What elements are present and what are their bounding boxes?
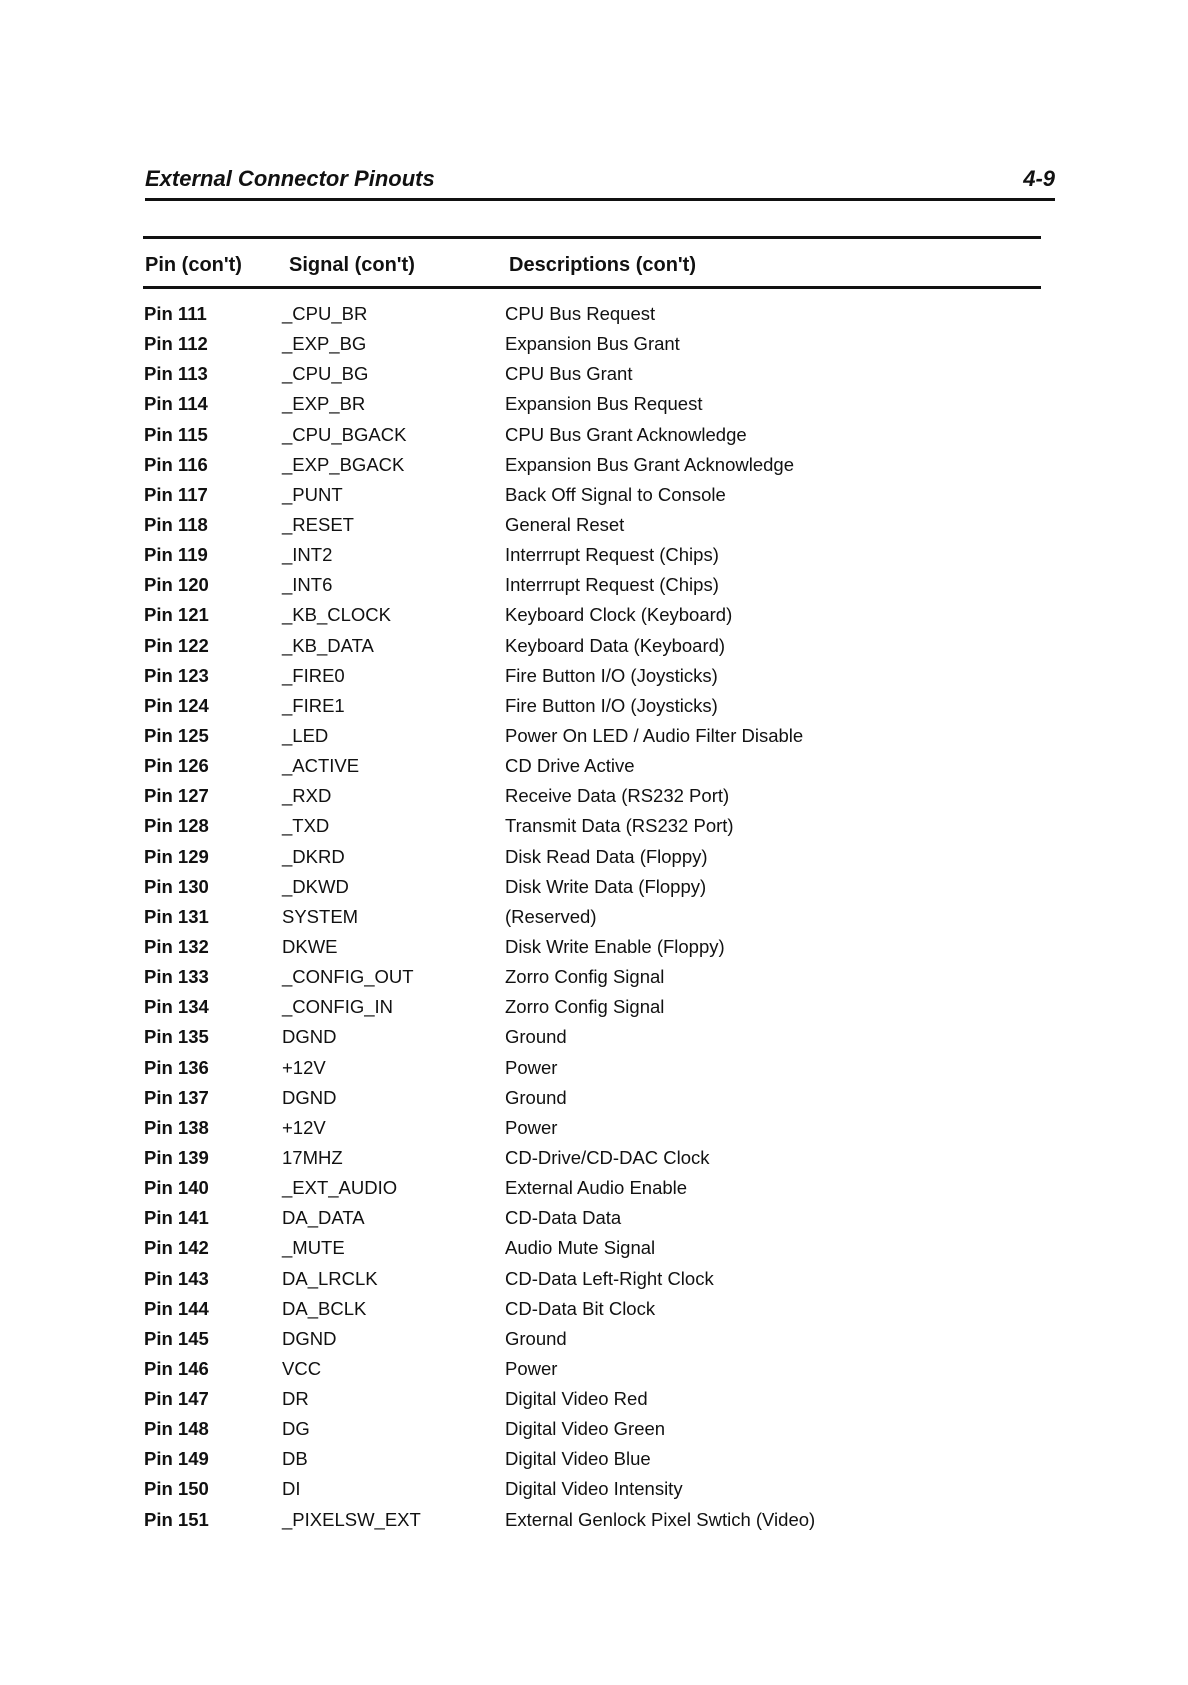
signal-cell: DA_DATA: [282, 1207, 365, 1229]
signal-cell: _DKWD: [282, 875, 349, 897]
description-cell: Power: [505, 1116, 558, 1138]
section-title: External Connector Pinouts: [145, 166, 435, 191]
table-row: [138, 1087, 1038, 1117]
description-cell: CPU Bus Grant Acknowledge: [505, 423, 747, 445]
table-row: [138, 544, 1038, 574]
table-row: [138, 846, 1038, 876]
description-cell: Audio Mute Signal: [505, 1237, 656, 1259]
table-row: [138, 1207, 1038, 1237]
pin-cell: Pin 128: [144, 815, 209, 837]
pin-cell: Pin 142: [144, 1237, 209, 1259]
table-row: [138, 635, 1038, 665]
pin-cell: Pin 117: [144, 483, 208, 505]
description-cell: Keyboard Clock (Keyboard): [505, 604, 733, 626]
pin-cell: Pin 145: [144, 1327, 209, 1349]
description-cell: Expansion Bus Grant Acknowledge: [505, 453, 794, 475]
pin-cell: Pin 131: [144, 905, 209, 927]
pin-cell: Pin 138: [144, 1116, 209, 1138]
pin-cell: Pin 141: [144, 1207, 209, 1229]
column-header-signal: Signal (con't): [289, 254, 415, 276]
pin-cell: Pin 111: [144, 303, 207, 324]
description-cell: External Audio Enable: [505, 1177, 688, 1199]
table-row: [138, 815, 1038, 845]
signal-cell: _INT6: [282, 574, 333, 596]
description-cell: Fire Button I/O (Joysticks): [505, 664, 718, 686]
table-row: [138, 665, 1038, 695]
description-cell: General Reset: [505, 513, 625, 535]
signal-cell: _CPU_BGACK: [282, 423, 407, 445]
signal-cell: DA_BCLK: [282, 1297, 367, 1319]
pin-cell: Pin 127: [144, 785, 209, 807]
pin-cell: Pin 148: [144, 1418, 209, 1440]
table-header: [143, 250, 1041, 289]
signal-cell: DGND: [282, 1026, 337, 1048]
signal-cell: _DKRD: [282, 845, 345, 867]
table-row: [138, 936, 1038, 966]
description-cell: Zorro Config Signal: [505, 996, 665, 1018]
pin-cell: Pin 129: [144, 845, 209, 867]
signal-cell: _EXT_AUDIO: [282, 1177, 398, 1199]
pin-cell: Pin 139: [144, 1146, 209, 1168]
signal-cell: _EXP_BGACK: [282, 453, 405, 475]
table-row: [138, 1117, 1038, 1147]
description-cell: Disk Write Enable (Floppy): [505, 935, 725, 957]
table-row: [138, 876, 1038, 906]
pin-cell: Pin 137: [144, 1086, 209, 1108]
pin-cell: Pin 146: [144, 1357, 209, 1379]
pin-cell: Pin 133: [144, 966, 209, 988]
pin-cell: Pin 134: [144, 996, 209, 1018]
table-row: [138, 1448, 1038, 1478]
signal-cell: _CPU_BR: [282, 303, 368, 324]
table-row: [138, 484, 1038, 514]
signal-cell: _KB_DATA: [282, 634, 374, 656]
table-row: [138, 424, 1038, 454]
description-cell: Ground: [505, 1086, 567, 1108]
signal-cell: _EXP_BG: [282, 333, 367, 355]
pin-cell: Pin 125: [144, 724, 209, 746]
description-cell: Expansion Bus Grant: [505, 333, 680, 355]
description-cell: Ground: [505, 1026, 567, 1048]
column-header-description: Descriptions (con't): [509, 254, 696, 276]
description-cell: (Reserved): [505, 905, 597, 927]
table-row: [138, 785, 1038, 815]
description-cell: Power: [505, 1357, 558, 1379]
description-cell: Disk Write Data (Floppy): [505, 875, 707, 897]
signal-cell: _CONFIG_IN: [282, 996, 394, 1018]
signal-cell: _TXD: [282, 815, 330, 837]
description-cell: Power On LED / Audio Filter Disable: [505, 724, 804, 746]
table-row: [138, 1026, 1038, 1056]
signal-cell: _RESET: [282, 513, 354, 535]
page-header: [145, 166, 1055, 201]
pin-cell: Pin 119: [144, 544, 208, 566]
signal-cell: _MUTE: [282, 1237, 345, 1259]
table-row: [138, 303, 1038, 333]
signal-cell: 17MHZ: [282, 1146, 343, 1168]
signal-cell: _LED: [282, 724, 329, 746]
signal-cell: +12V: [282, 1116, 326, 1138]
signal-cell: _FIRE1: [282, 694, 345, 716]
pin-cell: Pin 151: [144, 1508, 209, 1530]
description-cell: Fire Button I/O (Joysticks): [505, 694, 718, 716]
pin-cell: Pin 116: [144, 453, 208, 475]
table-row: [138, 906, 1038, 936]
pin-cell: Pin 144: [144, 1297, 209, 1319]
pin-cell: Pin 143: [144, 1267, 209, 1289]
pin-cell: Pin 114: [144, 393, 208, 415]
signal-cell: DR: [282, 1388, 309, 1410]
pin-cell: Pin 132: [144, 935, 209, 957]
signal-cell: DB: [282, 1448, 308, 1470]
pin-cell: Pin 135: [144, 1026, 209, 1048]
pin-cell: Pin 150: [144, 1478, 209, 1500]
description-cell: CD-Drive/CD-DAC Clock: [505, 1146, 710, 1168]
description-cell: CPU Bus Grant: [505, 363, 633, 385]
signal-cell: VCC: [282, 1357, 322, 1379]
table-row: [138, 755, 1038, 785]
signal-cell: _CPU_BG: [282, 363, 369, 385]
description-cell: Expansion Bus Request: [505, 393, 703, 415]
signal-cell: +12V: [282, 1056, 326, 1078]
pin-cell: Pin 147: [144, 1388, 209, 1410]
description-cell: Transmit Data (RS232 Port): [505, 815, 734, 837]
table-row: [138, 1509, 1038, 1539]
table-row: [138, 454, 1038, 484]
table-row: [138, 725, 1038, 755]
description-cell: CD-Data Left-Right Clock: [505, 1267, 714, 1289]
signal-cell: _EXP_BR: [282, 393, 366, 415]
pin-cell: Pin 130: [144, 875, 209, 897]
signal-cell: _PIXELSW_EXT: [282, 1508, 421, 1530]
table-row: [138, 1328, 1038, 1358]
description-cell: Keyboard Data (Keyboard): [505, 634, 726, 656]
description-cell: CD Drive Active: [505, 755, 635, 777]
signal-cell: _ACTIVE: [282, 755, 360, 777]
signal-cell: _FIRE0: [282, 664, 345, 686]
table-row: [138, 1298, 1038, 1328]
description-cell: Power: [505, 1056, 558, 1078]
pin-cell: Pin 118: [144, 513, 208, 535]
pinout-table-body: [138, 303, 1038, 1539]
description-cell: Interrrupt Request (Chips): [505, 574, 719, 596]
signal-cell: DG: [282, 1418, 310, 1440]
table-row: [138, 1147, 1038, 1177]
table-row: [138, 1177, 1038, 1207]
table-row: [138, 333, 1038, 363]
table-row: [138, 393, 1038, 423]
description-cell: External Genlock Pixel Swtich (Video): [505, 1508, 816, 1530]
signal-cell: DA_LRCLK: [282, 1267, 378, 1289]
signal-cell: _CONFIG_OUT: [282, 966, 414, 988]
pin-cell: Pin 124: [144, 694, 209, 716]
signal-cell: _KB_CLOCK: [282, 604, 391, 626]
description-cell: Receive Data (RS232 Port): [505, 785, 730, 807]
description-cell: Digital Video Intensity: [505, 1478, 683, 1500]
pin-cell: Pin 115: [144, 423, 208, 445]
description-cell: Disk Read Data (Floppy): [505, 845, 708, 867]
pin-cell: Pin 136: [144, 1056, 209, 1078]
table-row: [138, 996, 1038, 1026]
pin-cell: Pin 123: [144, 664, 209, 686]
table-row: [138, 363, 1038, 393]
table-row: [138, 514, 1038, 544]
pin-cell: Pin 112: [144, 333, 208, 355]
signal-cell: _RXD: [282, 785, 332, 807]
table-row: [138, 1268, 1038, 1298]
signal-cell: DI: [282, 1478, 301, 1500]
table-top-rule: [143, 236, 1041, 239]
table-row: [138, 1388, 1038, 1418]
signal-cell: DKWE: [282, 935, 338, 957]
table-row: [138, 1358, 1038, 1388]
table-row: [138, 1478, 1038, 1508]
table-row: [138, 1237, 1038, 1267]
description-cell: CD-Data Bit Clock: [505, 1297, 656, 1319]
signal-cell: DGND: [282, 1086, 337, 1108]
table-row: [138, 574, 1038, 604]
description-cell: Back Off Signal to Console: [505, 483, 726, 505]
table-row: [138, 966, 1038, 996]
signal-cell: DGND: [282, 1327, 337, 1349]
page-number: 4-9: [1023, 166, 1055, 191]
pin-cell: Pin 121: [144, 604, 209, 626]
description-cell: Digital Video Green: [505, 1418, 666, 1440]
pin-cell: Pin 122: [144, 634, 209, 656]
description-cell: CPU Bus Request: [505, 303, 656, 324]
signal-cell: _INT2: [282, 544, 333, 566]
pin-cell: Pin 113: [144, 363, 208, 385]
signal-cell: SYSTEM: [282, 905, 359, 927]
column-header-pin: Pin (con't): [145, 254, 242, 276]
pin-cell: Pin 140: [144, 1177, 209, 1199]
description-cell: CD-Data Data: [505, 1207, 622, 1229]
pin-cell: Pin 120: [144, 574, 209, 596]
description-cell: Ground: [505, 1327, 567, 1349]
description-cell: Interrrupt Request (Chips): [505, 544, 719, 566]
table-row: [138, 695, 1038, 725]
signal-cell: _PUNT: [282, 483, 343, 505]
table-row: [138, 604, 1038, 634]
description-cell: Digital Video Blue: [505, 1448, 651, 1470]
table-row: [138, 1418, 1038, 1448]
description-cell: Zorro Config Signal: [505, 966, 665, 988]
table-row: [138, 1057, 1038, 1087]
description-cell: Digital Video Red: [505, 1388, 648, 1410]
pin-cell: Pin 126: [144, 755, 209, 777]
pin-cell: Pin 149: [144, 1448, 209, 1470]
